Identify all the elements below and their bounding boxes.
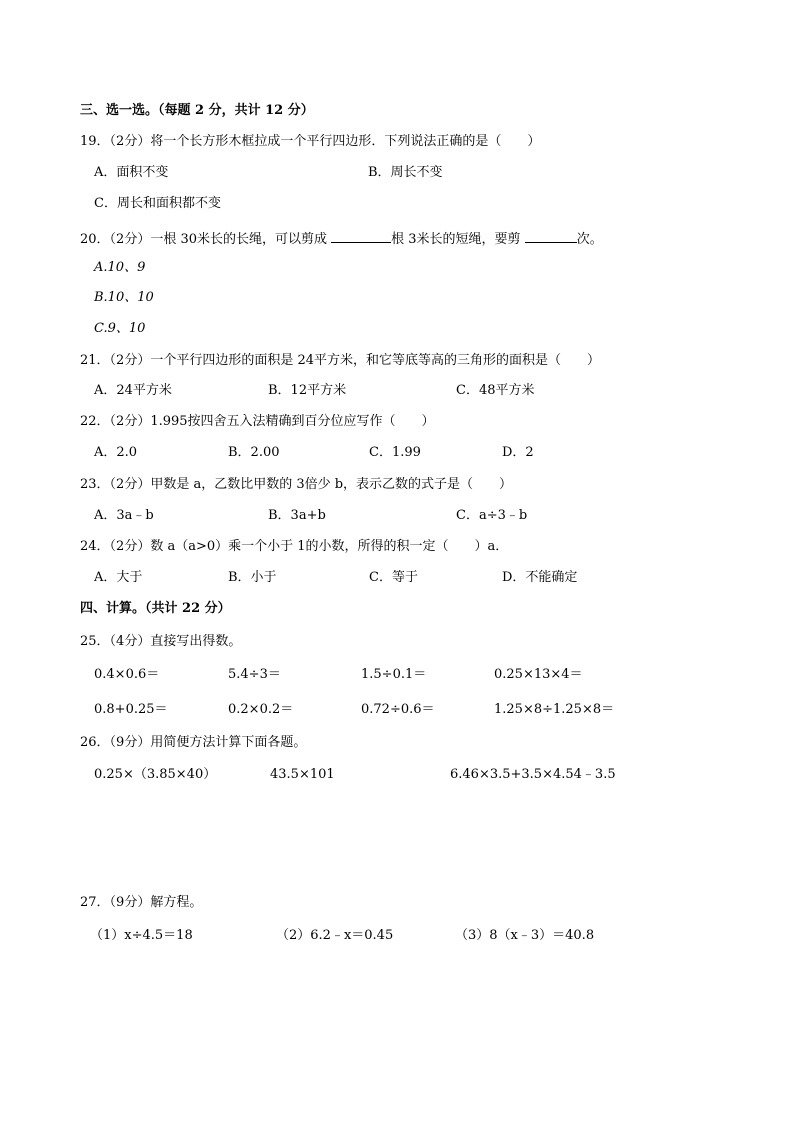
- question-23-option-a[interactable]: A．3a﹣b: [94, 508, 154, 523]
- question-22-option-a[interactable]: A．2.0: [94, 445, 138, 460]
- calc-item: 0.2×0.2＝: [228, 702, 294, 717]
- question-19-option-a[interactable]: A．面积不变: [94, 165, 169, 180]
- question-21-stem: 21．（2分）一个平行四边形的面积是 24平方米，和它等底等高的三角形的面积是（ ）: [80, 353, 600, 368]
- question-21-option-a[interactable]: A．24平方米: [94, 383, 172, 398]
- question-27-stem: 27．（9分）解方程。: [80, 895, 203, 910]
- question-23-stem: 23．（2分）甲数是 a，乙数比甲数的 3倍少 b，表示乙数的式子是（ ）: [80, 477, 513, 492]
- question-26-stem: 26．（9分）用简便方法计算下面各题。: [80, 735, 307, 750]
- calc-item: 0.8+0.25＝: [94, 702, 168, 717]
- calc-item: 5.4÷3＝: [228, 667, 281, 682]
- simplify-item: 0.25×（3.85×40）: [94, 767, 217, 782]
- question-20-stem: [80, 229, 603, 248]
- calc-item: 0.4×0.6＝: [94, 667, 160, 682]
- question-20-stem-part2: 根 3米长的短绳，要剪: [391, 232, 521, 247]
- calc-item: 1.25×8÷1.25×8＝: [494, 702, 615, 717]
- question-24-option-c[interactable]: C．等于: [369, 570, 418, 585]
- question-24-option-d[interactable]: D．不能确定: [502, 570, 578, 585]
- question-22-option-d[interactable]: D．2: [502, 445, 534, 460]
- answer-blank-1[interactable]: [331, 229, 391, 243]
- question-20-option-c[interactable]: C.9、10: [94, 321, 146, 336]
- question-22-option-c[interactable]: C．1.99: [369, 445, 421, 460]
- question-24-stem: 24．（2分）数 a（a>0）乘一个小于 1的小数，所得的积一定（ ）a．: [80, 539, 509, 554]
- equation-item: （2）6.2﹣x＝0.45: [276, 928, 394, 943]
- section-4-heading: 四、计算。（共计 22 分）: [80, 601, 231, 616]
- question-23-option-b[interactable]: B．3a+b: [268, 508, 326, 523]
- question-24-option-a[interactable]: A．大于: [94, 570, 143, 585]
- question-21-option-c[interactable]: C．48平方米: [456, 383, 535, 398]
- equation-item: （1）x÷4.5＝18: [90, 928, 193, 943]
- question-19-option-b[interactable]: B．周长不变: [368, 165, 443, 180]
- question-20-stem-part3: 次。: [576, 232, 603, 247]
- question-24-option-b[interactable]: B．小于: [228, 570, 277, 585]
- simplify-item: 43.5×101: [270, 767, 335, 782]
- answer-blank-2[interactable]: [525, 229, 577, 243]
- question-19-stem: 19．（2分）将一个长方形木框拉成一个平行四边形．下列说法正确的是（ ）: [80, 134, 541, 149]
- question-21-option-b[interactable]: B．12平方米: [268, 383, 347, 398]
- question-22-option-b[interactable]: B．2.00: [228, 445, 280, 460]
- question-20-option-a[interactable]: A.10、9: [94, 260, 146, 275]
- question-20-stem-part1: 20．（2分）一根 30米长的长绳，可以剪成: [80, 232, 327, 247]
- question-20-option-b[interactable]: B.10、10: [94, 290, 154, 305]
- question-25-stem: 25．（4分）直接写出得数。: [80, 634, 242, 649]
- equation-item: （3）8（x﹣3）＝40.8: [455, 928, 595, 943]
- calc-item: 0.25×13×4＝: [494, 667, 583, 682]
- section-3-heading: 三、选一选。（每题 2 分，共计 12 分）: [80, 103, 314, 118]
- question-23-option-c[interactable]: C．a÷3﹣b: [456, 508, 528, 523]
- calc-item: 1.5÷0.1＝: [361, 667, 427, 682]
- question-22-stem: 22．（2分）1.995按四舍五入法精确到百分位应写作（ ）: [80, 414, 435, 429]
- simplify-item: 6.46×3.5+3.5×4.54﹣3.5: [450, 767, 616, 782]
- calc-item: 0.72÷0.6＝: [361, 702, 435, 717]
- question-19-option-c[interactable]: C．周长和面积都不变: [94, 196, 221, 211]
